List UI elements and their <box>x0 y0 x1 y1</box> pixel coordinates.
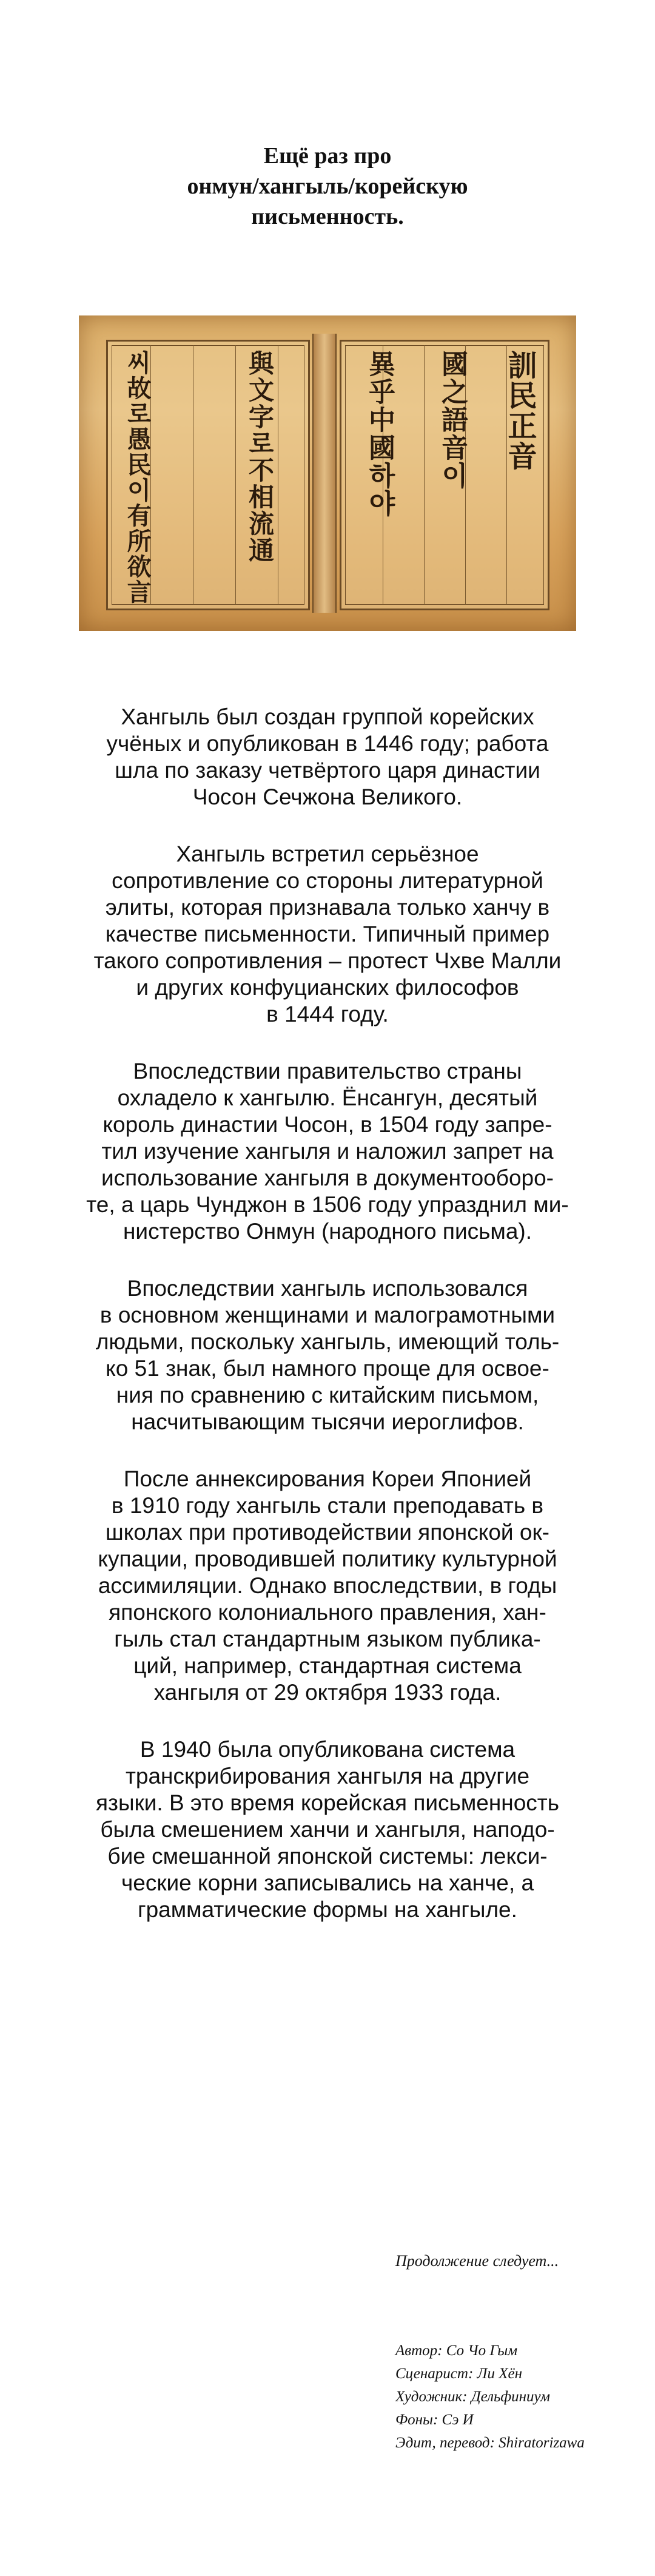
article-body <box>0 704 655 1954</box>
book-column: 訓民正音 <box>503 350 537 471</box>
book-column: 異乎中國하야 <box>364 350 395 518</box>
credit-line: Эдит, перевод: Shiratorizawa <box>395 2435 585 2451</box>
book-page-left <box>106 340 310 610</box>
credit-line: Сценарист: Ли Хён <box>395 2365 522 2382</box>
paragraph: Впоследствии хангыль использовался в основном женщинами и малограмотными людьми, поскольку хангыль, имеющий толь- ко 51 знак, был намного проще для освое- ния по сравнению с китайским письмом, насчитывающим тысячи иероглифов. <box>95 1276 560 1434</box>
credit-line: Автор: Со Чо Гым <box>395 2342 518 2359</box>
book-column: 與文字로不相流通 <box>245 350 275 564</box>
credit-line: Художник: Дельфиниум <box>395 2389 550 2405</box>
paragraph: После аннексирования Кореи Японией в 1910 году хангыль стали преподавать в школах при противодействии японской ок- купации, проводившей политику культурной ассимиляции. Однако впоследствии, в годы японского колониального правления, хан- гыль стал стандартным языком публика- ций, например, стандартная система хангыля от 29 октября 1933 года. <box>98 1466 557 1705</box>
continued-note: Продолжение следует... <box>395 2252 559 2270</box>
page-title: Ещё раз про онмун/хангыль/корейскую письменность. <box>187 143 468 229</box>
paragraph: Хангыль встретил серьёзное сопротивление со стороны литературной элиты, которая признавала только ханчу в качестве письменности. Типичный пример такого сопротивления – протест Чхве Малли и других конфуцианских философов в 1444 году. <box>93 841 562 1027</box>
book-spine <box>312 334 337 613</box>
paragraph: Впоследствии правительство страны охладело к хангылю. Ёнсангун, десятый король династии Чосон, в 1504 году запре- тил изучение хангыля и наложил запрет на использование хангыля в документооборо- те, а царь Чунджон в 1506 году упразднил ми- нистерство Онмун (народного письма). <box>86 1059 569 1244</box>
book-column: 씨故로愚民이有所欲言 <box>123 350 152 605</box>
paragraph: В 1940 была опубликована система транскрибирования хангыля на другие языки. В это время корейская письменность была смешением ханчи и хангыля, наподо- бие смешанной японской системы: лекси- ческие корни записывались на ханче, а грамматические формы на хангыле. <box>95 1737 560 1922</box>
hunminjeongeum-book-image <box>79 315 576 631</box>
book-page-right <box>340 340 549 610</box>
book-column: 國之語音이 <box>437 350 468 490</box>
credit-line: Фоны: Сэ И <box>395 2412 474 2428</box>
credits-block <box>395 2339 585 2455</box>
paragraph: Хангыль был создан группой корейских учёных и опубликован в 1446 году; работа шла по заказу четвёртого царя династии Чосон Сечжона Великого. <box>106 704 549 809</box>
